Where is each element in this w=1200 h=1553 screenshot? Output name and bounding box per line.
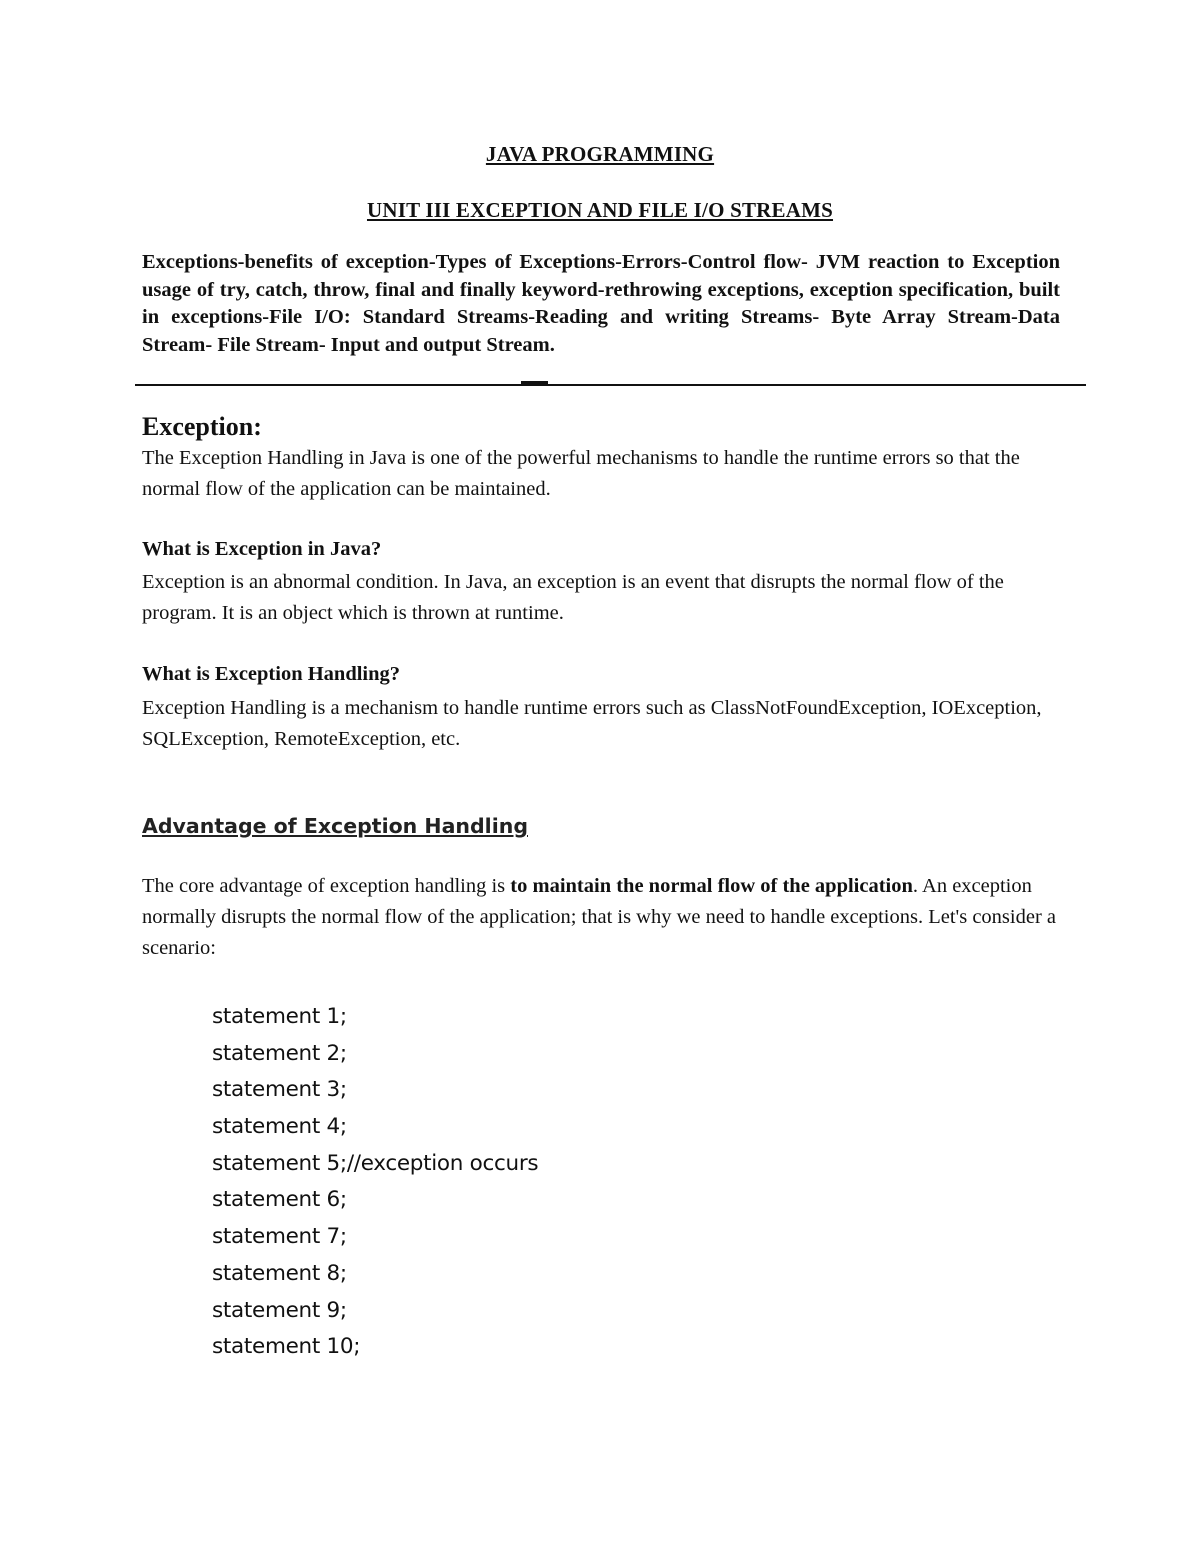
statement-line: statement 6; [212,1187,347,1213]
syllabus-summary: Exceptions-benefits of exception-Types of Exceptions-Errors-Control flow- JVM reaction to Exception usage of try, catch, throw, final and finally keyword-rethrowing exceptions, exception specification, built in exceptions-File I/O: Standard Streams-Reading and writing Streams- Byte Array Stream-Data Stream- File Stream- Input and output Stream. [142,251,1060,356]
question-what-is-exception: What is Exception in Java? [142,538,382,560]
statement-line: statement 9; [212,1297,347,1323]
statement-line: statement 10; [212,1334,361,1360]
answer-exception-handling: Exception Handling is a mechanism to handle runtime errors such as ClassNotFoundException, IOException, SQLException, RemoteException, etc. [142,697,1042,750]
question-exception-handling: What is Exception Handling? [142,663,401,685]
answer-what-is-exception: Exception is an abnormal condition. In Java, an exception is an event that disrupts the normal flow of the program. It is an object which is thrown at runtime. [142,571,1004,624]
advantage-text-prefix: The core advantage of exception handling is [142,875,511,897]
statement-line: statement 2; [212,1040,347,1066]
statement-line: statement 7; [212,1224,347,1250]
exception-intro: The Exception Handling in Java is one of the powerful mechanisms to handle the runtime errors so that the normal flow of the application can be maintained. [142,447,1020,500]
exception-heading: Exception: [142,412,262,441]
statement-line: statement 4; [212,1114,347,1140]
document-title: JAVA PROGRAMMING [485,142,715,166]
horizontal-rule [135,384,1086,386]
statement-list [212,999,538,1366]
statement-line: statement 1; [212,1004,347,1029]
statement-line: statement 5;//exception occurs [212,1150,539,1176]
unit-title: UNIT III EXCEPTION AND FILE I/O STREAMS [366,198,834,222]
advantage-paragraph [142,871,1072,964]
advantage-heading: Advantage of Exception Handling [142,814,528,838]
rule-center-mark [521,381,548,384]
advantage-text-emphasis: to maintain the normal flow of the application [510,875,913,897]
statement-line: statement 3; [212,1077,347,1103]
statement-line: statement 8; [212,1260,347,1286]
advantage-text-suffix: . An exception normally disrupts the normal flow of the application; that is why we need to handle exceptions. Let's consider a scenario: [142,875,1057,959]
